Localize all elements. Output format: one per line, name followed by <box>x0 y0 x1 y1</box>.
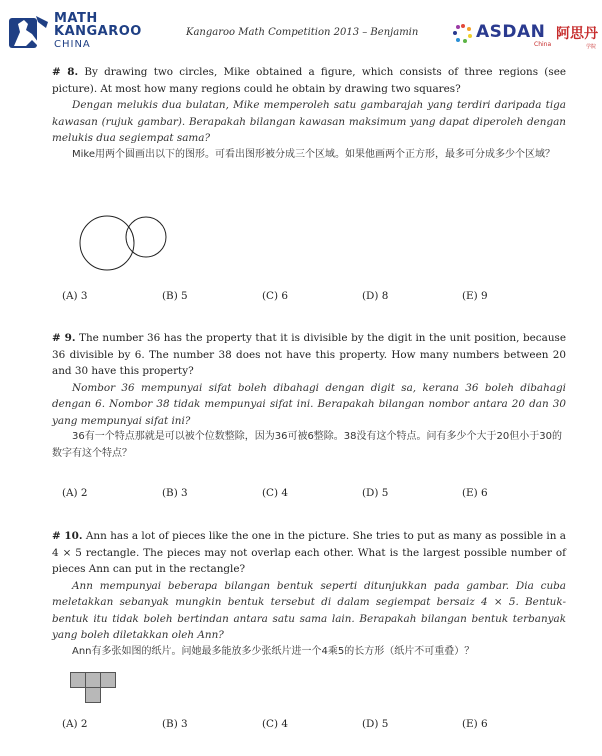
question-text: Ann has a lot of pieces like the one in the picture. She tries to put as many as possible in a 4 × 5 rectangle. The pieces may not overlap each other. What is the largest possible number of pieces Ann can put in the rectangle? <box>52 530 566 575</box>
option-e[interactable]: (E) 6 <box>462 718 488 730</box>
kangaroo-icon <box>8 12 50 52</box>
option-a[interactable]: (A) 2 <box>62 718 88 730</box>
question-9-chinese: 36有一个特点那就是可以被个位数整除，因为36可被6整除。38没有这个特点。问有多少个大于20但小于30的数字有这个特点？ <box>52 431 562 459</box>
option-e[interactable]: (E) 6 <box>462 487 488 499</box>
option-c[interactable]: (C) 6 <box>262 290 288 302</box>
option-c[interactable]: (C) 4 <box>262 487 288 499</box>
asdan-logo <box>452 20 598 50</box>
math-kangaroo-logo <box>8 10 168 52</box>
asdan-sunburst-icon <box>452 22 474 44</box>
question-9-english <box>52 330 566 380</box>
question-number: # 10. <box>52 530 83 542</box>
logo-line-2: KANGAROO <box>54 24 142 39</box>
page-header <box>0 0 602 58</box>
question-text: The number 36 has the property that it is divisible by the digit in the unit position, because 36 divisible by 6. The number 38 does not have this property. How many numbers between 20 and 30 have this property? <box>52 332 566 377</box>
option-d[interactable]: (D) 5 <box>362 487 389 499</box>
asdan-school: 学院 <box>586 44 597 50</box>
question-9-malay: Nombor 36 mempunyai sifat boleh dibahagi dengan digit sa, kerana 36 boleh dibahagi dengan 6. Nombor 38 tidak mempunyai sifat ini. Berapakah bilangan nombor antara 20 dan 30 yang mempunyai sifat ini? <box>52 381 566 427</box>
two-circles-figure <box>74 212 174 272</box>
question-8 <box>52 64 566 163</box>
logo-text <box>54 12 142 51</box>
option-d[interactable]: (D) 5 <box>362 718 389 730</box>
option-e[interactable]: (E) 9 <box>462 290 488 302</box>
tetromino-piece-figure <box>70 672 118 704</box>
question-number: # 9. <box>52 332 76 344</box>
option-a[interactable]: (A) 2 <box>62 487 88 499</box>
question-9 <box>52 330 566 462</box>
option-c[interactable]: (C) 4 <box>262 718 288 730</box>
question-8-english <box>52 64 566 97</box>
logo-line-3: CHINA <box>54 39 91 50</box>
competition-title: Kangaroo Math Competition 2013 – Benjamin <box>186 27 419 38</box>
question-8-malay: Dengan melukis dua bulatan, Mike memperoleh satu gambarajah yang terdiri daripada tiga kawasan (rujuk gambar). Berapakah bilangan kawasan maksimum yang dapat diperoleh dengan melukis dua segiempat sama? <box>52 99 566 144</box>
question-10-chinese: Ann有多张如图的纸片。问她最多能放多少张纸片进一个4乘5的长方形（纸片不可重叠）？ <box>72 645 475 657</box>
question-8-chinese: Mike用两个圆画出以下的图形。可看出图形被分成三个区域。如果他画两个正方形，最多可分成多少个区域？ <box>72 148 555 160</box>
logo-line-1: MATH <box>54 11 98 26</box>
option-d[interactable]: (D) 8 <box>362 290 389 302</box>
option-a[interactable]: (A) 3 <box>62 290 88 302</box>
option-b[interactable]: (B) 3 <box>162 718 188 730</box>
option-b[interactable]: (B) 3 <box>162 487 188 499</box>
option-b[interactable]: (B) 5 <box>162 290 188 302</box>
question-number: # 8. <box>52 66 79 78</box>
asdan-chinese: 阿思丹 <box>556 26 598 42</box>
asdan-china: China <box>534 41 552 48</box>
question-10 <box>52 528 566 660</box>
question-text: By drawing two circles, Mike obtained a figure, which consists of three regions (see picture). At most how many regions could he obtain by drawing two squares? <box>52 66 566 95</box>
asdan-word: ASDAN <box>476 22 546 42</box>
question-10-malay: Ann mempunyai beberapa bilangan bentuk seperti ditunjukkan pada gambar. Dia cuba meletakkan sebanyak mungkin bentuk tersebut di dalam segiempat bersaiz 4 × 5. Bentuk-bentuk itu tidak boleh bertindan antara satu sama lain. Berapakah bilangan bentuk terbanyak yang boleh diletakkan oleh Ann? <box>52 579 566 641</box>
question-10-english <box>52 528 566 578</box>
